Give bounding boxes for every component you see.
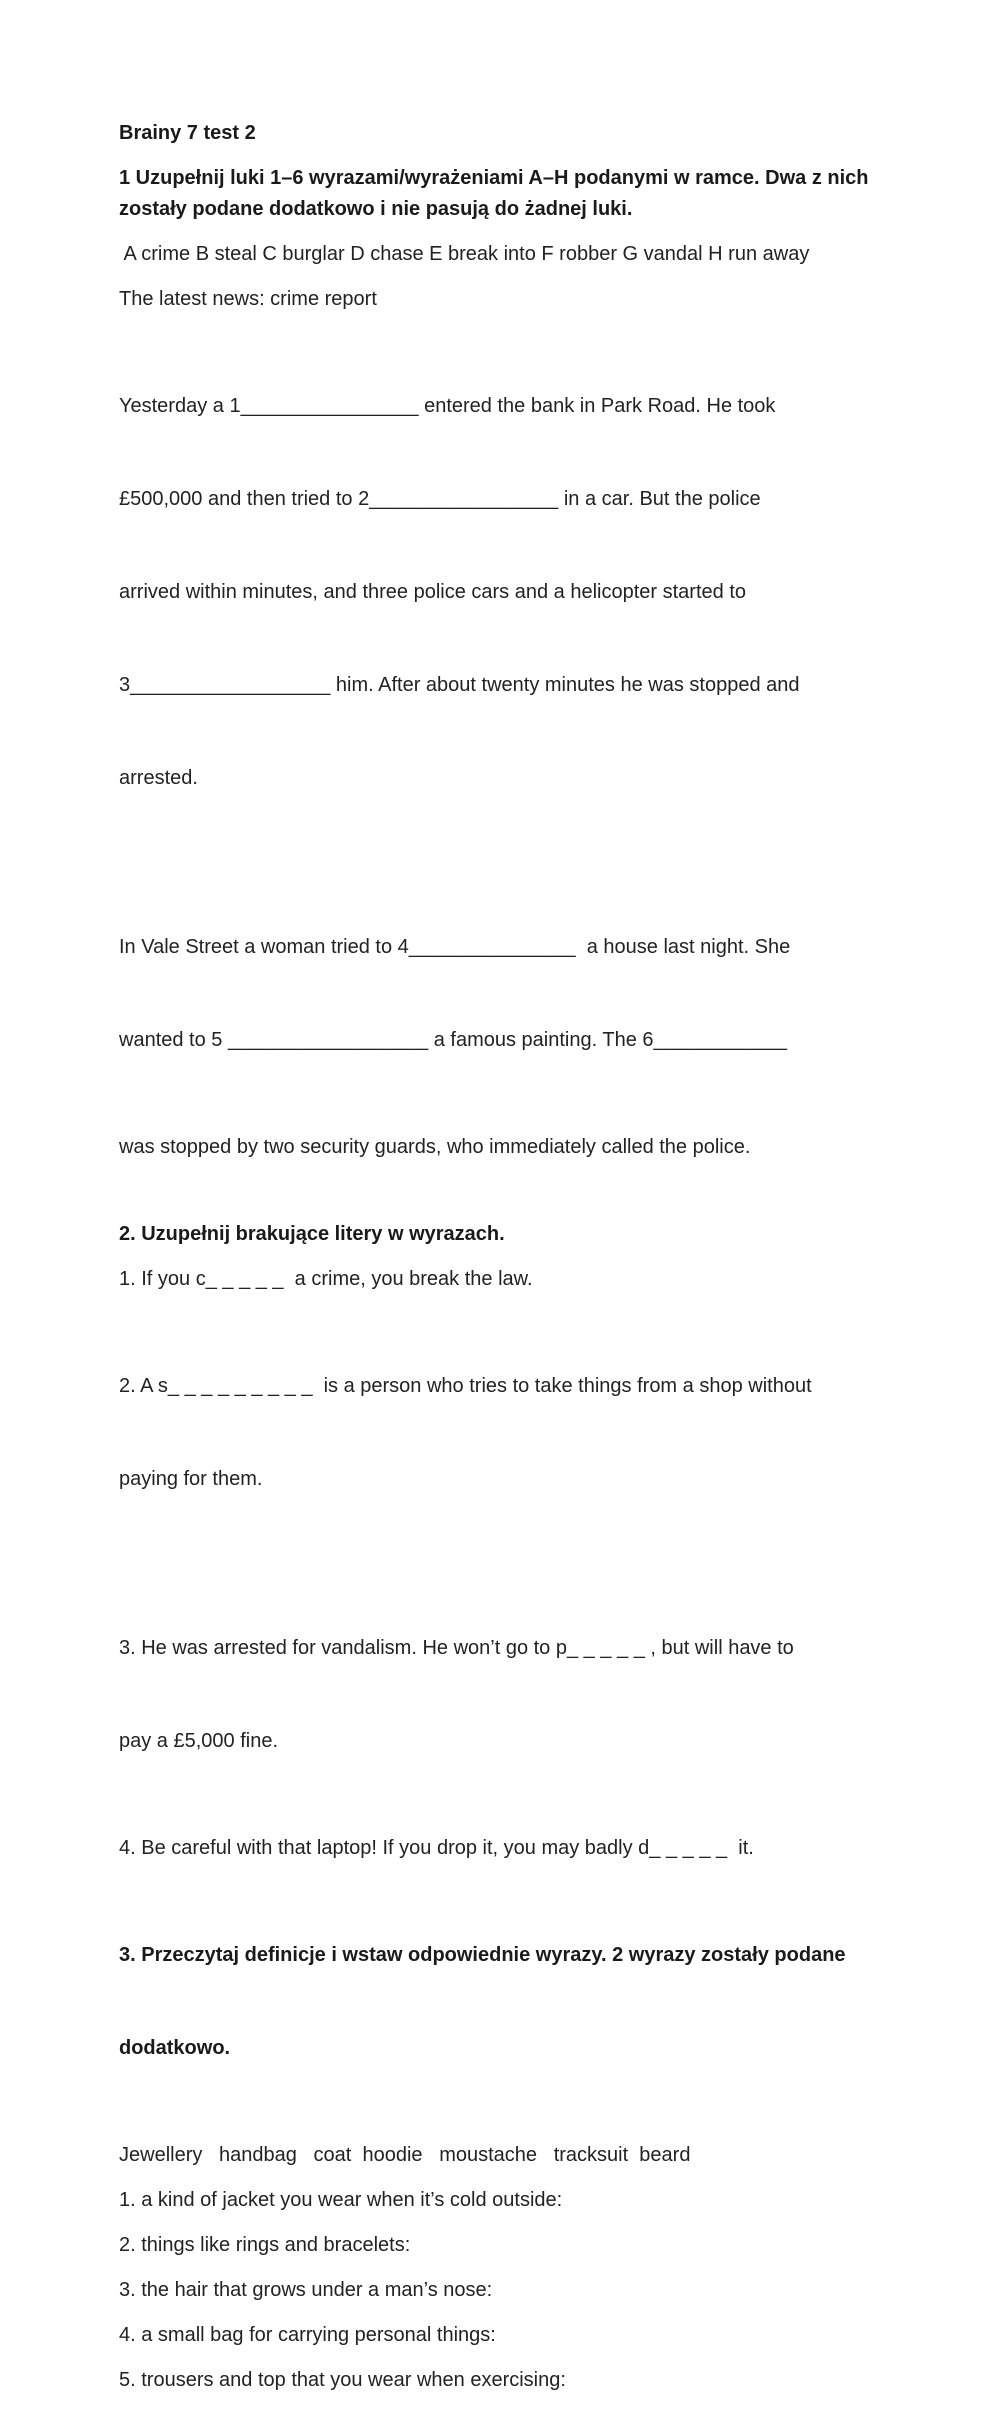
section1-paragraph1 — [119, 329, 879, 856]
section2-item-4: 4. Be careful with that laptop! If you drop it, you may badly d_ _ _ _ _ it. — [119, 1837, 754, 1859]
section3-instruction — [119, 1878, 879, 2126]
page-title: Brainy 7 test 2 — [119, 122, 256, 144]
section1-paragraph2 — [119, 870, 879, 1118]
item-line: pay a £5,000 fine. — [119, 1730, 279, 1752]
instruction-line: 3. Przeczytaj definicje i wstaw odpowiednie wyrazy. 2 wyrazy zostały podane — [119, 1944, 846, 1966]
section1-instruction: 1 Uzupełnij luki 1–6 wyrazami/wyrażeniami A–H podanymi w ramce. Dwa z nich zostały podane dodatkowo i nie pasują do żadnej luki. — [119, 167, 875, 220]
section1-word-box: A crime B steal C burglar D chase E break into F robber G vandal H run away — [119, 243, 810, 265]
section3-item-2: 2. things like rings and bracelets: — [119, 2234, 411, 2256]
para2-line: wanted to 5 __________________ a famous painting. The 6____________ — [119, 1029, 787, 1051]
spacer — [119, 1177, 879, 1219]
section3-word-list: Jewellery handbag coat hoodie moustache tracksuit beard — [119, 2144, 691, 2166]
section2-item-2 — [119, 1309, 879, 1557]
instruction-line: dodatkowo. — [119, 2037, 231, 2059]
section3-item-5: 5. trousers and top that you wear when exercising: — [119, 2369, 566, 2391]
item-line: 2. A s_ _ _ _ _ _ _ _ _ is a person who tries to take things from a shop without — [119, 1375, 812, 1397]
section2-instruction: 2. Uzupełnij brakujące litery w wyrazach. — [119, 1223, 505, 1245]
para2-line: In Vale Street a woman tried to 4_______________ a house last night. She — [119, 936, 791, 958]
worksheet-page — [119, 118, 879, 2410]
section2-item-1: 1. If you c_ _ _ _ _ a crime, you break the law. — [119, 1268, 533, 1290]
item-line: paying for them. — [119, 1468, 263, 1490]
section2-item-3 — [119, 1571, 879, 1819]
item-line: 3. He was arrested for vandalism. He won’t go to p_ _ _ _ _ , but will have to — [119, 1637, 794, 1659]
para1-line: Yesterday a 1________________ entered the bank in Park Road. He took — [119, 395, 776, 417]
section1-subtitle: The latest news: crime report — [119, 288, 377, 310]
para1-line: £500,000 and then tried to 2_________________ in a car. But the police — [119, 488, 761, 510]
para1-line: 3__________________ him. After about twenty minutes he was stopped and — [119, 674, 800, 696]
para1-line: arrested. — [119, 767, 198, 789]
para1-line: arrived within minutes, and three police cars and a helicopter started to — [119, 581, 747, 603]
section3-item-1: 1. a kind of jacket you wear when it’s cold outside: — [119, 2189, 563, 2211]
section3-item-4: 4. a small bag for carrying personal things: — [119, 2324, 496, 2346]
section1-paragraph3: was stopped by two security guards, who immediately called the police. — [119, 1136, 751, 1158]
section3-item-3: 3. the hair that grows under a man’s nose: — [119, 2279, 493, 2301]
